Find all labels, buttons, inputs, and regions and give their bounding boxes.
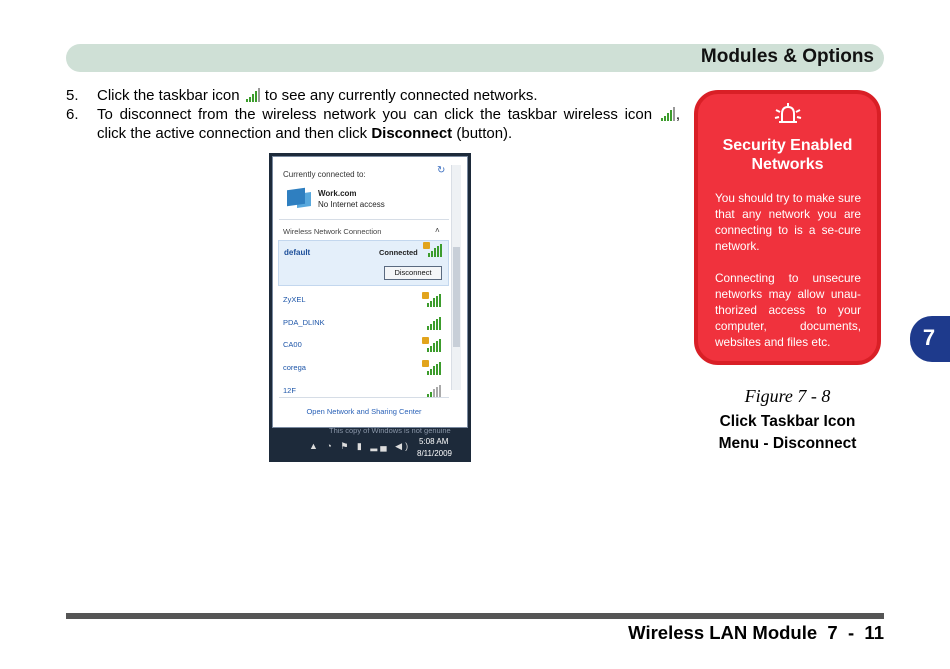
footer-text: Wireless LAN Module 7 - 11 <box>628 622 884 643</box>
note-title: Security Enabled Networks <box>722 137 853 173</box>
network-item[interactable] <box>283 336 443 359</box>
note-paragraph: You should try to make sure that any network you are connecting to is a se-cure network. <box>715 191 861 253</box>
refresh-icon[interactable]: ↻ <box>437 165 446 176</box>
collapse-caret-icon[interactable]: ˄ <box>435 226 440 235</box>
windows-watermark: This copy of Windows is not genuine <box>329 426 451 435</box>
secured-signal-icon <box>425 362 441 375</box>
disconnect-button[interactable]: Disconnect <box>384 266 442 280</box>
tray-icons[interactable]: ▲ ◔ ⚑ ▮ ▂▄ ◀) <box>309 441 412 451</box>
divider <box>279 397 449 398</box>
chapter-number: 7 <box>922 325 936 350</box>
active-network-name: default <box>284 248 311 257</box>
step-text: (button). <box>456 125 513 142</box>
network-list <box>283 291 443 404</box>
active-network-state: Connected <box>379 248 418 257</box>
wireless-signal-icon <box>659 107 676 121</box>
instruction-steps <box>66 86 680 143</box>
taskbar-menu-screenshot <box>269 153 471 462</box>
step-6 <box>66 105 680 143</box>
current-network-name: Work.com <box>318 189 357 198</box>
step-number: 5. <box>66 87 79 104</box>
step-number: 6. <box>66 106 79 123</box>
network-sharing-center-link[interactable]: Open Network and Sharing Center <box>306 407 422 416</box>
figure-number: Figure 7 - 8 <box>744 386 831 406</box>
page-section-title: Modules & Options <box>700 46 874 67</box>
network-name: ZyXEL <box>283 295 306 304</box>
security-note <box>694 90 881 365</box>
caption-line: Click Taskbar Icon <box>719 413 856 430</box>
network-item[interactable] <box>283 314 443 337</box>
figure-caption <box>694 411 881 455</box>
chapter-tab <box>910 316 950 362</box>
network-item[interactable] <box>283 359 443 382</box>
step-text: to see any currently connected networks. <box>264 87 538 104</box>
note-paragraph: Connecting to unsecure networks may allow unau-thorized access to your computer, documents, websites and files etc. <box>715 271 861 349</box>
secured-signal-icon <box>425 294 441 307</box>
section-label: Wireless Network Connection <box>283 227 382 236</box>
tray-date: 8/11/2009 <box>417 449 452 458</box>
network-name: corega <box>283 363 306 373</box>
current-network-status: No Internet access <box>318 200 385 209</box>
network-item[interactable] <box>283 382 443 405</box>
footer-rule <box>66 613 884 619</box>
network-icon <box>283 187 313 211</box>
connected-label: Currently connected to: <box>283 170 366 179</box>
network-name: 12F <box>283 385 296 395</box>
wireless-signal-icon <box>244 88 261 102</box>
network-item[interactable] <box>283 291 443 314</box>
secured-signal-icon <box>426 244 442 257</box>
step-5 <box>66 86 680 105</box>
tray-time: 5:08 AM <box>419 437 449 446</box>
network-name: CA00 <box>283 340 302 350</box>
warning-bell-icon <box>772 102 804 128</box>
scrollbar[interactable] <box>451 165 461 390</box>
active-connection[interactable] <box>278 240 449 286</box>
header-bar <box>66 44 884 72</box>
signal-icon <box>425 317 441 330</box>
step-text: To disconnect from the wireless network you can click the taskbar wireless icon <box>97 106 653 123</box>
scrollbar-thumb[interactable] <box>453 247 460 347</box>
step-text: Click the taskbar icon <box>97 87 240 104</box>
step-text: , click the active connection and then click <box>97 106 680 142</box>
divider <box>279 219 449 220</box>
network-flyout <box>272 156 468 428</box>
disconnect-emphasis: Disconnect <box>371 125 453 142</box>
caption-line: Menu - Disconnect <box>718 435 857 452</box>
network-name: PDA_DLINK <box>283 317 325 327</box>
signal-icon <box>425 385 441 398</box>
taskbar-tray <box>269 426 471 462</box>
secured-signal-icon <box>425 339 441 352</box>
